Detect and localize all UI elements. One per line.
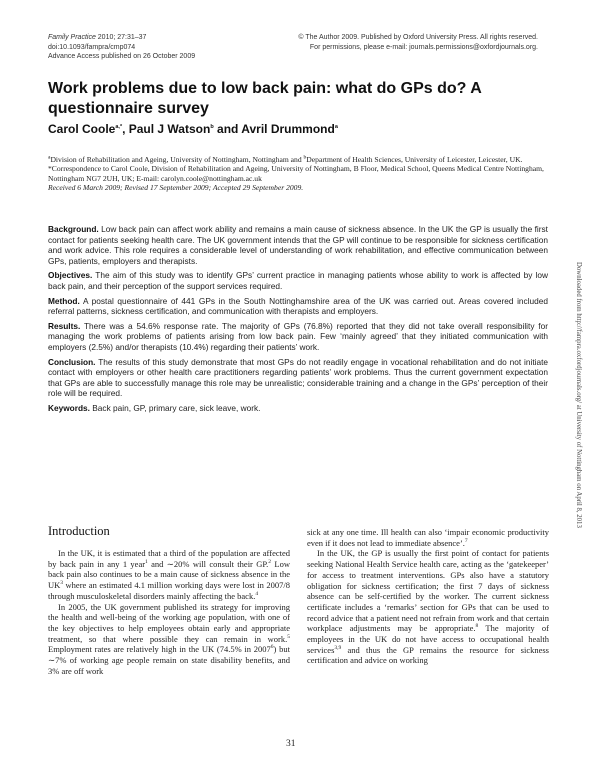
p2-text-a: In 2005, the UK government published its strategy for improving the health and well-being of the working age population, with one of the key objectives to help employees obtain early and appropriate treatment, so that where possible they can remain in work. <box>48 601 290 644</box>
results-label: Results. <box>48 320 81 331</box>
method-label: Method. <box>48 295 80 306</box>
abstract <box>48 224 548 418</box>
citation-3-9[interactable]: 3,9 <box>334 644 342 651</box>
citation-5[interactable]: 5 <box>287 633 290 640</box>
p4-text-b: The majority of employees in the UK do not have access to occupational health services <box>307 623 549 655</box>
method-text: A postal questionnaire of 441 GPs in the South Nottinghamshire area of the UK was carried out. Areas covered included referral patterns, sickness certification, and communication with therapists and employers. <box>48 295 548 317</box>
background-text: Low back pain can affect work ability and remains a main cause of sickness absence. In the UK the GP is usually the first contact for patients seeking health care. The UK government intends that the GP will continue to be responsible for sickness certification and work advice. This role requires a considerable level of understanding of work rehabilitation, and effective communication between GPs, patients, employers and therapists. <box>48 224 548 266</box>
doi[interactable]: doi:10.1093/fampra/cmp074 <box>48 43 136 51</box>
copyright: © The Author 2009. Published by Oxford University Press. All rights reserved. <box>298 34 538 41</box>
conclusion-label: Conclusion. <box>48 356 96 367</box>
intro-paragraph-2 <box>48 602 290 677</box>
affil-a-text: Division of Rehabilitation and Ageing, University of Nottingham, Nottingham and <box>50 155 304 164</box>
author-watson-affil: b <box>210 124 214 130</box>
abstract-objectives <box>48 270 548 291</box>
intro-paragraph-3 <box>307 527 549 548</box>
citation-4[interactable]: 4 <box>255 590 259 597</box>
citation-2[interactable]: 2 <box>268 558 272 565</box>
affiliations <box>48 155 553 192</box>
author-watson: , Paul J Watson <box>122 122 211 136</box>
citation-3[interactable]: 3 <box>60 580 64 587</box>
advance-access: Advance Access published on 26 October 2009 <box>48 53 196 60</box>
p1-text-b: and ∼20% will consult their GP. <box>147 558 269 569</box>
author-coole-star: * <box>119 124 123 130</box>
permissions[interactable]: For permissions, please e-mail: journals.permissions@oxfordjournals.org. <box>309 43 538 51</box>
p4-text-a: In the UK, the GP is usually the first point of contact for patients seeking National Health Service health care, acting as the ‘gatekeeper’ for access to treatment interventions. GPs also have a statutory obligation for sickness certification; the first 7 days of sickness absence can be self-certified by the worker. The current sickness certificate includes a ‘remarks’ section for GPs that can be used to record advice that a patient need not refrain from work and that certain workplace adjustments may be appropriate. <box>307 548 549 634</box>
right-column <box>307 527 549 666</box>
p1-text-d: where an estimated 4.1 million working days were lost in 2007/8 through musculoskeletal disorders mainly affecting the back. <box>48 580 290 601</box>
abstract-method <box>48 296 548 317</box>
p2-text-b: Employment rates are relatively high in the UK (74.5% in 2007 <box>48 644 271 655</box>
p1-text-c: Low back pain also continues to be a main cause of sickness absence in the UK <box>48 558 290 591</box>
intro-paragraph-4 <box>307 548 549 666</box>
author-coole-affil: a, <box>115 124 120 130</box>
left-column <box>48 548 290 676</box>
copyright-block <box>298 33 538 52</box>
journal-name: Family Practice <box>48 34 96 41</box>
intro-paragraph-1 <box>48 548 290 602</box>
p4-text-c: and thus the GP remains the resource for sickness certification and advice on working <box>307 644 549 666</box>
correspondence-star: * <box>48 164 52 174</box>
page-number: 31 <box>286 739 296 749</box>
download-watermark: Downloaded from http://fampra.oxfordjournals.org/ at University of Nottingham on April 8, 2013 <box>575 262 582 528</box>
citation-6[interactable]: 6 <box>270 644 274 651</box>
journal-header <box>48 33 195 62</box>
abstract-background <box>48 224 548 266</box>
article-title: Work problems due to low back pain: what do GPs do? A questionnaire survey <box>48 80 482 117</box>
keywords-label: Keywords. <box>48 402 90 413</box>
affil-sup-b: b <box>303 154 307 161</box>
received-dates: Received 6 March 2009; Revised 17 September 2009; Accepted 29 September 2009. <box>48 182 304 192</box>
p3-text-a: sick at any one time. Ill health can also ‘impair economic productivity even if it does not lead to immediate absence’. <box>307 527 549 548</box>
results-text: There was a 54.6% response rate. The majority of GPs (76.8%) reported that they did not take overall responsibility for managing the work problems of patients arising from low back pain. Few ‘mainly agreed’ that they initiated communication with employers (2.5%) and/or therapists (10.4%) regarding their patients’ work. <box>48 320 548 352</box>
abstract-keywords <box>48 403 548 414</box>
abstract-conclusion <box>48 357 548 399</box>
author-drummond: and Avril Drummond <box>213 122 335 136</box>
citation-7[interactable]: 7 <box>464 537 468 544</box>
abstract-results <box>48 321 548 353</box>
p1-text-a: In the UK, it is estimated that a third of the population are affected by back pain in any 1 year <box>48 548 290 569</box>
citation-1[interactable]: 1 <box>145 558 148 565</box>
objectives-text: The aim of this study was to identify GPs’ current practice in managing patients whose ability to work is affected by low back pain, and their perception of the support services required. <box>48 270 548 291</box>
citation-8[interactable]: 8 <box>475 623 479 630</box>
correspondence <box>48 164 553 183</box>
author-list <box>48 122 338 136</box>
conclusion-text: The results of this study demonstrate that most GPs do not readily engage in vocational rehabilitation and do not initiate contact with employers or other health care practitioners regarding patients’ work problems. Thus the current government expectation that GPs are able to successfully manage this role may be unrealistic; considerable training and a change in the GPs’ perception of their role will be required. <box>48 356 548 399</box>
background-label: Background. <box>48 224 99 234</box>
introduction-heading: Introduction <box>48 524 110 538</box>
journal-citation: 2010; 27:31–37 <box>95 34 147 41</box>
affil-sup-a: a <box>48 154 51 161</box>
author-drummond-affil: a <box>334 124 338 130</box>
author-coole: Carol Coole <box>48 122 116 136</box>
affiliation-line <box>48 155 553 164</box>
objectives-label: Objectives. <box>48 270 93 281</box>
affil-b-text: Department of Health Sciences, University of Leicester, Leicester, UK. <box>306 155 523 164</box>
correspondence-text: Correspondence to Carol Coole, Division of Rehabilitation and Ageing, University of Nottingham, B Floor, Medical School, Queens Medical Centre Nottingham, Nottingham NG7 2UH, UK; E-mail: carolyn.coole@nottingham.ac.uk <box>48 164 544 183</box>
p2-text-c: ) but ∼7% of working age people remain on state disability benefits, and 3% are off work <box>48 644 290 676</box>
keywords-text: Back pain, GP, primary care, sick leave, work. <box>89 402 261 413</box>
